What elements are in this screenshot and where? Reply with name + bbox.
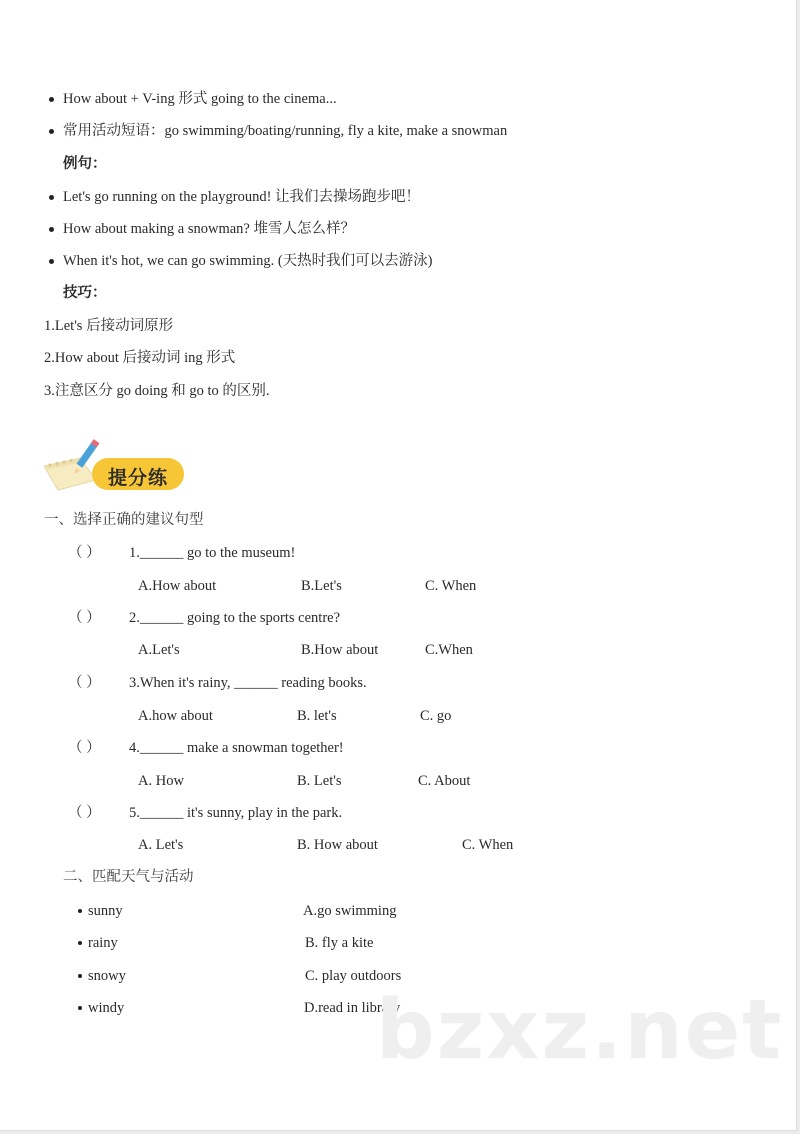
option-c: C. go — [420, 708, 452, 724]
question-stem: 2.______ going to the sports centre? — [129, 610, 341, 626]
example-sentence: When it's hot, we can go swimming. (天热时我们可以去游泳) — [63, 253, 433, 269]
option-a: A.How about — [138, 578, 217, 594]
watermark: bzxz.net — [376, 983, 784, 1078]
section2-title: 二、匹配天气与活动 — [63, 869, 194, 885]
weather-item: snowy — [88, 968, 126, 984]
answer-blank[interactable]: （ ） — [68, 675, 101, 691]
answer-blank[interactable]: （ ） — [68, 545, 101, 561]
answer-blank[interactable]: （ ） — [68, 805, 101, 821]
question-stem: 3.When it's rainy, ______ reading books. — [129, 675, 367, 691]
question-stem: 5.______ it's sunny, play in the park. — [129, 805, 343, 821]
example-sentence: How about making a snowman? 堆雪人怎么样？ — [63, 221, 355, 237]
tip-item: 2.How about 后接动词 ing 形式 — [44, 350, 236, 366]
example-sentence: Let's go running on the playground! 让我们去操场跑步吧！ — [63, 189, 421, 205]
activity-item: C. play outdoors — [305, 968, 402, 984]
weather-item: windy — [88, 1000, 125, 1016]
grammar-point: How about + V-ing 形式 going to the cinema... — [63, 91, 337, 107]
option-c: C. When — [462, 837, 514, 853]
tip-item: 1.Let's 后接动词原形 — [44, 318, 174, 334]
option-a: A. How — [138, 773, 184, 789]
option-b: B.Let's — [301, 578, 342, 594]
tip-item: 3.注意区分 go doing 和 go to 的区别. — [44, 383, 270, 399]
answer-blank[interactable]: （ ） — [68, 610, 101, 626]
activity-item: D.read in library — [304, 1000, 401, 1016]
option-a: A.how about — [138, 708, 213, 724]
activity-item: B. fly a kite — [305, 935, 374, 951]
weather-item: sunny — [88, 903, 123, 919]
activity-item: A.go swimming — [303, 903, 397, 919]
weather-item: rainy — [88, 935, 118, 951]
option-b: B. let's — [297, 708, 337, 724]
tips-heading: 技巧： — [63, 285, 107, 301]
option-a: A.Let's — [138, 642, 180, 658]
option-b: B. Let's — [297, 773, 342, 789]
grammar-point: 常用活动短语：go swimming/boating/running, fly a kite, make a snowman — [63, 123, 508, 139]
option-c: C. About — [418, 773, 471, 789]
answer-blank[interactable]: （ ） — [68, 740, 101, 756]
question-stem: 4.______ make a snowman together! — [129, 740, 344, 756]
option-c: C. When — [425, 578, 477, 594]
option-c: C.When — [425, 642, 473, 658]
banner-title: 提分练 — [108, 467, 169, 489]
option-a: A. Let's — [138, 837, 184, 853]
option-b: B. How about — [297, 837, 378, 853]
practice-banner — [40, 438, 190, 498]
examples-heading: 例句： — [63, 156, 107, 172]
section1-title: 一、选择正确的建议句型 — [44, 512, 204, 528]
question-stem: 1.______ go to the museum! — [129, 545, 296, 561]
option-b: B.How about — [301, 642, 379, 658]
